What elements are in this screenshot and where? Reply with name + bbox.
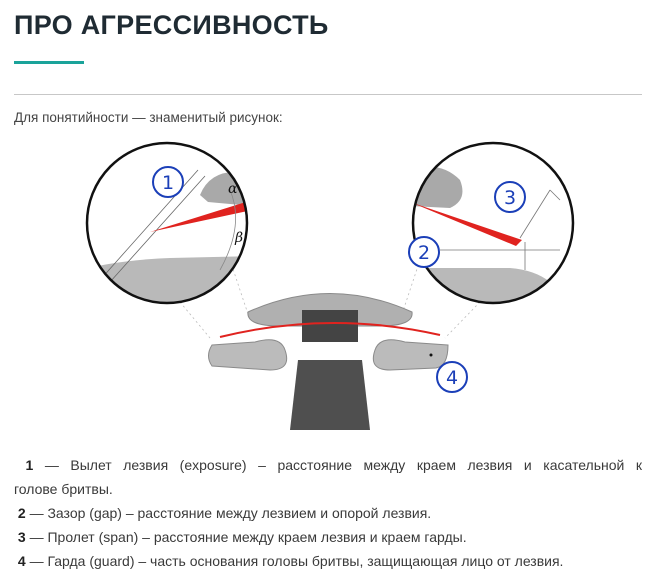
definition-3: 3 — Пролет (span) – расстояние между краем лезвия и краем гарды. (17, 529, 467, 545)
definitions-list (14, 453, 642, 573)
marker-1 (153, 167, 183, 197)
marker-2 (409, 237, 439, 267)
angle-beta-label: β (235, 230, 244, 246)
razor-diagram (80, 130, 580, 430)
definition-4: 4 — Гарда (guard) – часть основания головы бритвы, защищающая лицо от лезвия. (17, 553, 564, 569)
marker-4 (437, 362, 467, 392)
definition-2: 2 — Зазор (gap) – расстояние между лезвием и опорой лезвия. (17, 505, 432, 521)
divider (14, 94, 642, 95)
svg-text:4: 4 (445, 367, 459, 389)
definition-1: 1 — Вылет лезвия (exposure) – расстояние между краем лезвия и касательной к (25, 457, 643, 473)
title-accent-bar (14, 61, 84, 64)
right-zoom-circle (410, 143, 580, 330)
angle-alpha-label: α (228, 181, 238, 197)
definition-1-cont: голове бритвы. (14, 481, 113, 497)
intro-text: Для понятийности — знаменитый рисунок: (14, 110, 283, 125)
svg-text:1: 1 (161, 172, 175, 194)
svg-text:2: 2 (417, 242, 431, 264)
marker-3 (495, 182, 525, 212)
page-title: ПРО АГРЕССИВНОСТЬ (14, 10, 329, 40)
svg-text:3: 3 (503, 187, 517, 209)
razor-head (209, 294, 449, 431)
